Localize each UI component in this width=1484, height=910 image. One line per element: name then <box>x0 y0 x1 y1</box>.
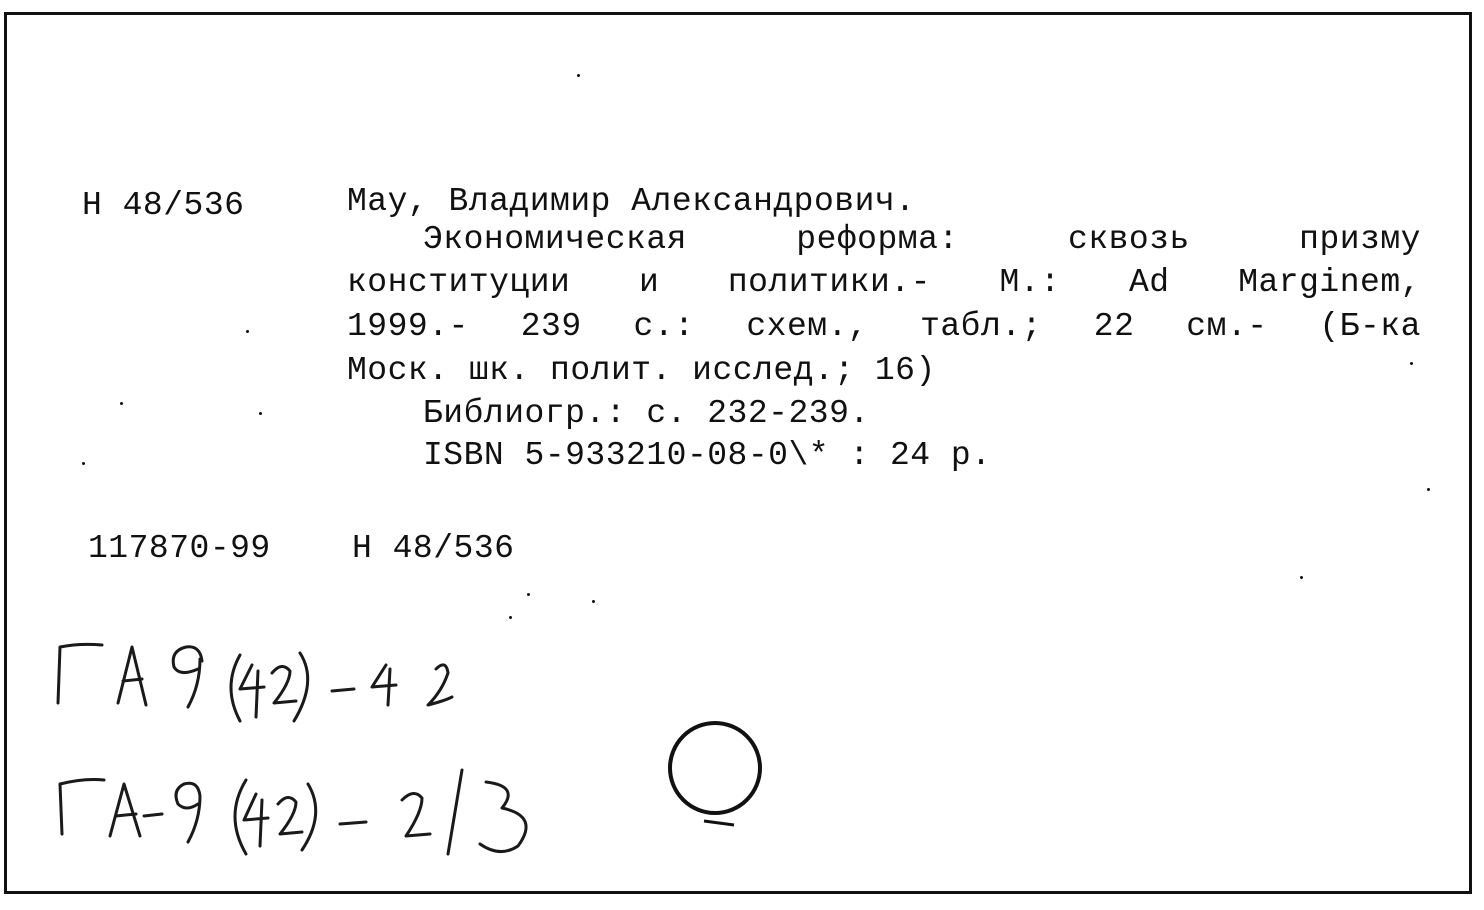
scan-speck <box>246 330 249 333</box>
title-line-4: Моск. шк. полит. исслед.; 16) <box>347 352 936 389</box>
title-word: см.- <box>1186 308 1268 345</box>
title-word: (Б-ка <box>1319 308 1421 345</box>
call-number: Н 48/536 <box>82 187 245 224</box>
scan-speck <box>259 412 262 415</box>
handwritten-shelfmark-2 <box>50 750 550 860</box>
scan-speck <box>577 74 580 77</box>
scan-speck <box>527 593 530 596</box>
isbn-line: ISBN 5-933210-08-0\* : 24 р. <box>423 437 992 474</box>
title-word: 239 <box>520 308 582 345</box>
title-word: политики.- <box>727 264 931 301</box>
title-word: схем., <box>746 308 869 345</box>
title-word: и <box>638 264 660 301</box>
title-word: табл.; <box>920 308 1042 345</box>
scan-speck <box>1300 576 1303 579</box>
circle-mark-icon <box>660 715 770 830</box>
accession-number: 117870-99 <box>88 530 271 567</box>
title-word: реформа: <box>796 221 959 258</box>
scan-speck <box>509 616 512 619</box>
title-word: сквозь <box>1068 221 1190 258</box>
scan-speck <box>82 462 85 465</box>
bibliography-note: Библиогр.: с. 232-239. <box>423 395 870 432</box>
title-word: М.: <box>999 264 1061 301</box>
title-word: 22 <box>1093 308 1135 345</box>
author-heading: Мау, Владимир Александрович. <box>347 183 916 220</box>
title-line-1 <box>423 222 1421 258</box>
scan-speck <box>1410 362 1413 365</box>
scan-speck <box>120 402 123 405</box>
title-word: Экономическая <box>423 221 687 258</box>
title-word: Ad <box>1129 264 1170 301</box>
title-word: Marginem, <box>1238 264 1421 301</box>
accession-call-number: Н 48/536 <box>352 530 515 567</box>
scan-speck <box>1427 488 1430 491</box>
title-line-2 <box>347 265 1421 301</box>
title-line-3 <box>347 309 1421 345</box>
title-word: конституции <box>347 264 571 301</box>
title-word: призму <box>1299 221 1421 258</box>
title-word: 1999.- <box>347 308 469 345</box>
title-word: с.: <box>633 308 695 345</box>
scan-speck <box>592 600 595 603</box>
handwritten-shelfmark-1 <box>50 625 500 735</box>
